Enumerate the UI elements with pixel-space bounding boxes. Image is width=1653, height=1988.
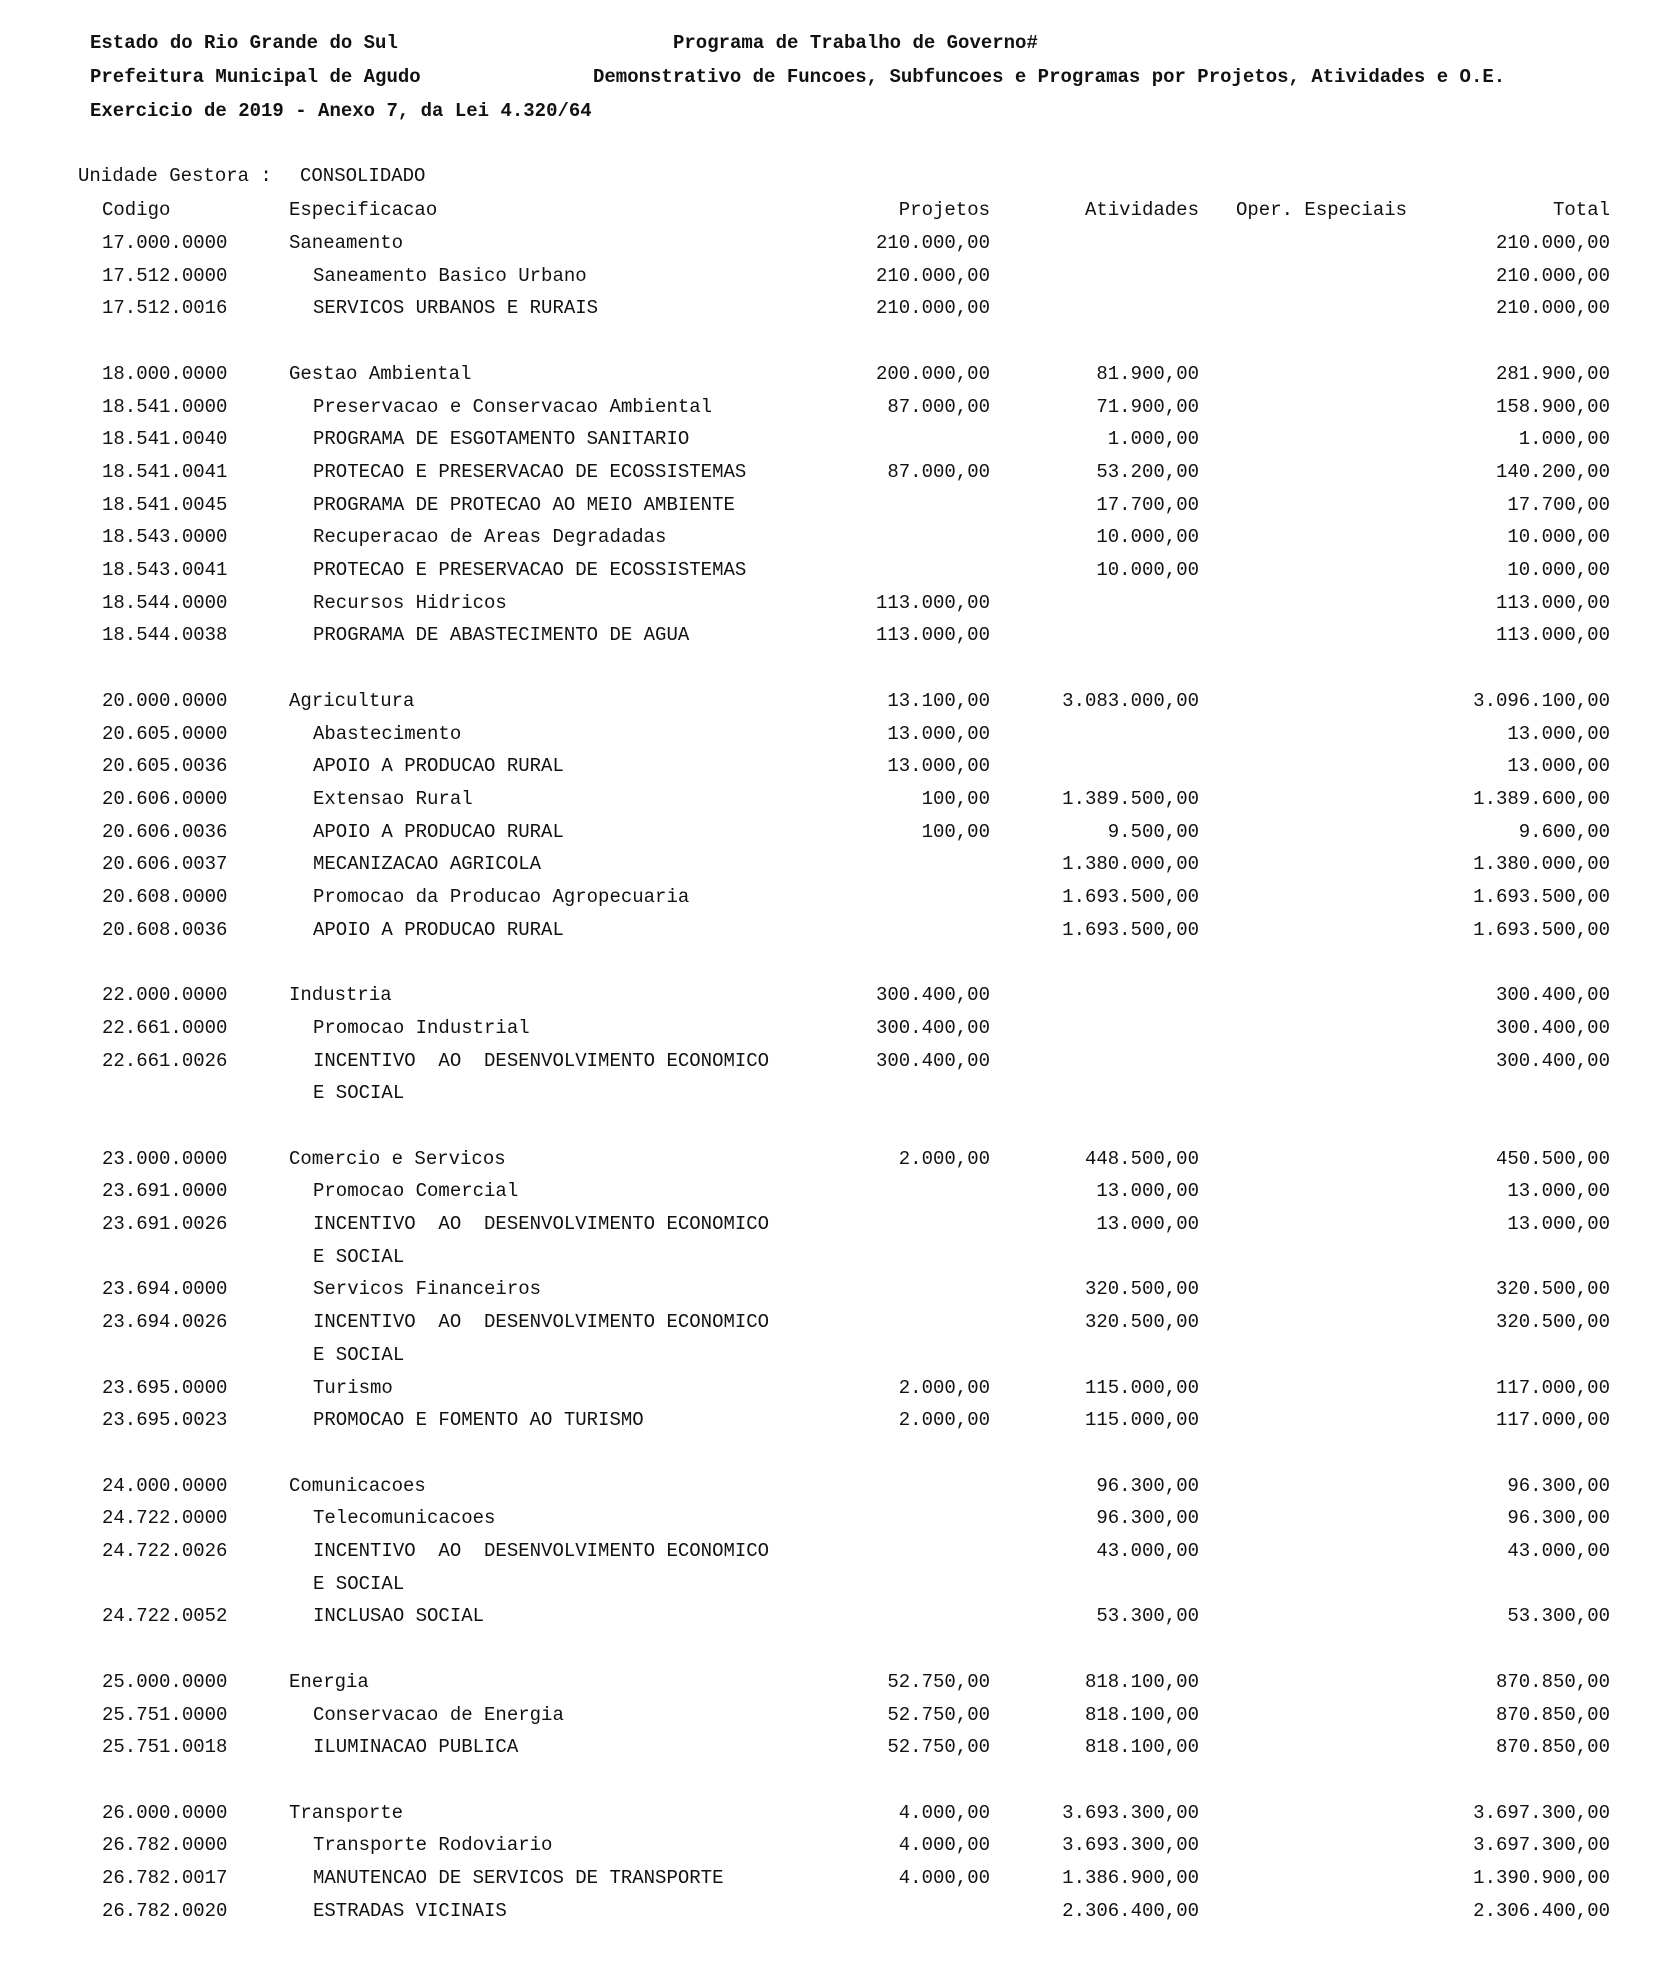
row-activities-value: 818.100,00	[1084, 1736, 1199, 1759]
row-total-value: 140.200,00	[1495, 460, 1610, 483]
row-total-value: 1.693.500,00	[1473, 886, 1610, 908]
row-projects-value: 113.000,00	[875, 591, 990, 614]
row-projects-value: 100,00	[921, 820, 990, 843]
row-specification: Transporte Rodoviario	[313, 1834, 553, 1857]
row-projects-value: 13.000,00	[887, 755, 990, 778]
row-activities-value: 1.000,00	[1107, 428, 1199, 451]
row-projects-value: 87.000,00	[887, 395, 990, 418]
exercise-info: Exercicio de 2019 - Anexo 7, da Lei 4.320/64	[90, 100, 592, 122]
row-specification: PROGRAMA DE PROTECAO AO MEIO AMBIENTE	[313, 493, 735, 516]
row-total-value: 281.900,00	[1495, 362, 1610, 385]
row-code: 26.782.0020	[102, 1899, 228, 1922]
row-projects-value: 2.000,00	[898, 1409, 990, 1432]
row-activities-value: 3.083.000,00	[1062, 689, 1199, 712]
row-code: 23.695.0023	[102, 1409, 228, 1432]
row-specification: E SOCIAL	[313, 1572, 405, 1595]
row-projects-value: 300.400,00	[875, 984, 990, 1007]
row-code: 18.541.0040	[102, 428, 228, 451]
row-projects-value: 200.000,00	[875, 362, 990, 385]
row-code: 20.608.0036	[102, 918, 228, 941]
row-code: 17.512.0000	[102, 264, 228, 287]
row-total-value: 96.300,00	[1507, 1507, 1610, 1530]
row-code: 18.541.0000	[102, 395, 228, 418]
row-activities-value: 818.100,00	[1084, 1703, 1199, 1726]
row-code: 20.606.0036	[102, 820, 228, 843]
row-activities-value: 1.693.500,00	[1062, 918, 1199, 941]
row-specification: Turismo	[313, 1376, 393, 1399]
row-specification: APOIO A PRODUCAO RURAL	[313, 820, 564, 843]
row-projects-value: 113.000,00	[875, 624, 990, 647]
row-specification: PROMOCAO E FOMENTO AO TURISMO	[313, 1409, 644, 1432]
row-code: 23.691.0000	[102, 1180, 228, 1203]
row-total-value: 320.500,00	[1495, 1311, 1610, 1334]
row-specification: INCENTIVO AO DESENVOLVIMENTO ECONOMICO	[313, 1311, 770, 1334]
row-total-value: 117.000,00	[1495, 1409, 1610, 1432]
row-code: 18.541.0045	[102, 493, 228, 516]
row-total-value: 43.000,00	[1507, 1540, 1610, 1562]
row-specification: INCENTIVO AO DESENVOLVIMENTO ECONOMICO	[313, 1540, 770, 1562]
row-code: 23.695.0000	[102, 1376, 228, 1399]
row-specification: INCENTIVO AO DESENVOLVIMENTO ECONOMICO	[313, 1213, 770, 1235]
row-total-value: 96.300,00	[1507, 1474, 1610, 1497]
row-code: 18.544.0000	[102, 591, 228, 614]
row-code: 24.000.0000	[102, 1474, 228, 1497]
row-specification: APOIO A PRODUCAO RURAL	[313, 918, 564, 941]
row-activities-value: 115.000,00	[1084, 1409, 1199, 1432]
report-subtitle: Demonstrativo de Funcoes, Subfuncoes e Programas por Projetos, Atividades e O.E.	[593, 66, 1506, 88]
row-code: 22.661.0000	[102, 1016, 228, 1039]
row-code: 20.608.0000	[102, 886, 228, 908]
row-projects-value: 210.000,00	[875, 297, 990, 320]
row-total-value: 13.000,00	[1507, 1213, 1610, 1235]
row-projects-value: 2.000,00	[898, 1376, 990, 1399]
row-specification: APOIO A PRODUCAO RURAL	[313, 755, 564, 778]
row-activities-value: 10.000,00	[1096, 526, 1199, 549]
row-code: 25.000.0000	[102, 1670, 228, 1693]
row-total-value: 870.850,00	[1495, 1703, 1610, 1726]
row-activities-value: 53.300,00	[1096, 1605, 1199, 1628]
row-code: 18.543.0000	[102, 526, 228, 549]
row-total-value: 210.000,00	[1495, 297, 1610, 320]
row-specification: Preservacao e Conservacao Ambiental	[313, 395, 713, 418]
row-total-value: 113.000,00	[1495, 591, 1610, 614]
row-specification: Comercio e Servicos	[289, 1147, 506, 1170]
row-total-value: 53.300,00	[1507, 1605, 1610, 1628]
row-total-value: 450.500,00	[1495, 1147, 1610, 1170]
row-total-value: 13.000,00	[1507, 1180, 1610, 1203]
row-total-value: 870.850,00	[1495, 1670, 1610, 1693]
row-total-value: 300.400,00	[1495, 1016, 1610, 1039]
row-projects-value: 13.000,00	[887, 722, 990, 745]
row-total-value: 1.380.000,00	[1473, 853, 1610, 876]
row-activities-value: 1.389.500,00	[1062, 787, 1199, 810]
row-projects-value: 13.100,00	[887, 689, 990, 712]
row-projects-value: 210.000,00	[875, 264, 990, 287]
row-code: 20.606.0037	[102, 853, 228, 876]
row-total-value: 320.500,00	[1495, 1278, 1610, 1301]
column-header-code: Codigo	[102, 199, 171, 221]
row-specification: Conservacao de Energia	[313, 1703, 564, 1726]
row-activities-value: 115.000,00	[1084, 1376, 1199, 1399]
row-specification: Gestao Ambiental	[289, 362, 472, 385]
row-specification: INCLUSAO SOCIAL	[313, 1605, 485, 1628]
row-total-value: 210.000,00	[1495, 264, 1610, 287]
row-total-value: 17.700,00	[1507, 493, 1610, 516]
row-specification: Promocao da Producao Agropecuaria	[313, 886, 690, 908]
row-total-value: 117.000,00	[1495, 1376, 1610, 1399]
row-total-value: 300.400,00	[1495, 1049, 1610, 1072]
municipality-name: Prefeitura Municipal de Agudo	[90, 66, 421, 88]
row-specification: PROGRAMA DE ABASTECIMENTO DE AGUA	[313, 624, 690, 647]
row-total-value: 10.000,00	[1507, 526, 1610, 549]
row-code: 18.541.0041	[102, 460, 228, 483]
row-specification: SERVICOS URBANOS E RURAIS	[313, 297, 599, 320]
row-projects-value: 87.000,00	[887, 460, 990, 483]
row-specification: Extensao Rural	[313, 787, 473, 810]
row-activities-value: 320.500,00	[1084, 1278, 1199, 1301]
row-code: 26.000.0000	[102, 1801, 228, 1824]
row-specification: Saneamento Basico Urbano	[313, 264, 587, 287]
row-specification: Recursos Hidricos	[313, 591, 507, 614]
row-projects-value: 2.000,00	[898, 1147, 990, 1170]
row-activities-value: 43.000,00	[1096, 1540, 1199, 1562]
row-total-value: 3.697.300,00	[1473, 1801, 1610, 1824]
row-activities-value: 1.386.900,00	[1062, 1867, 1199, 1889]
row-specification: E SOCIAL	[313, 1082, 405, 1105]
row-specification: Saneamento	[289, 232, 404, 254]
row-specification: E SOCIAL	[313, 1343, 405, 1366]
column-header-total: Total	[1552, 199, 1610, 221]
row-total-value: 113.000,00	[1495, 624, 1610, 647]
row-activities-value: 9.500,00	[1107, 820, 1199, 843]
state-name: Estado do Rio Grande do Sul	[90, 32, 398, 54]
row-code: 23.691.0026	[102, 1213, 228, 1235]
row-activities-value: 448.500,00	[1084, 1147, 1199, 1170]
row-code: 20.000.0000	[102, 689, 228, 712]
row-specification: INCENTIVO AO DESENVOLVIMENTO ECONOMICO	[313, 1049, 770, 1072]
row-activities-value: 13.000,00	[1096, 1213, 1199, 1235]
row-total-value: 9.600,00	[1518, 820, 1610, 843]
row-activities-value: 320.500,00	[1084, 1311, 1199, 1334]
row-activities-value: 2.306.400,00	[1062, 1899, 1199, 1922]
row-code: 24.722.0026	[102, 1540, 228, 1562]
row-code: 26.782.0000	[102, 1834, 228, 1857]
row-projects-value: 4.000,00	[898, 1834, 990, 1857]
row-code: 18.543.0041	[102, 559, 228, 581]
row-code: 20.605.0000	[102, 722, 228, 745]
row-projects-value: 4.000,00	[898, 1867, 990, 1889]
row-specification: Energia	[289, 1670, 369, 1693]
row-activities-value: 3.693.300,00	[1062, 1834, 1199, 1857]
row-specification: Transporte	[289, 1801, 404, 1824]
column-header-special: Oper. Especiais	[1236, 199, 1408, 221]
row-activities-value: 71.900,00	[1096, 395, 1199, 418]
column-header-projects: Projetos	[898, 199, 990, 221]
row-code: 22.000.0000	[102, 984, 228, 1007]
row-specification: ESTRADAS VICINAIS	[313, 1899, 507, 1922]
row-total-value: 13.000,00	[1507, 722, 1610, 745]
row-code: 20.606.0000	[102, 787, 228, 810]
row-specification: MECANIZACAO AGRICOLA	[313, 853, 542, 876]
row-total-value: 3.697.300,00	[1473, 1834, 1610, 1857]
unit-value: CONSOLIDADO	[300, 165, 426, 187]
row-specification: Industria	[289, 984, 392, 1007]
row-specification: Servicos Financeiros	[313, 1278, 542, 1301]
row-projects-value: 4.000,00	[898, 1801, 990, 1824]
row-specification: Comunicacoes	[289, 1474, 426, 1497]
row-total-value: 13.000,00	[1507, 755, 1610, 778]
row-specification: Promocao Industrial	[313, 1016, 530, 1039]
row-projects-value: 210.000,00	[875, 232, 990, 254]
row-code: 23.694.0026	[102, 1311, 228, 1334]
row-specification: Recuperacao de Areas Degradadas	[313, 526, 667, 549]
row-specification: E SOCIAL	[313, 1245, 405, 1268]
row-activities-value: 17.700,00	[1096, 493, 1199, 516]
row-total-value: 1.390.900,00	[1473, 1867, 1610, 1889]
row-code: 22.661.0026	[102, 1049, 228, 1072]
row-code: 20.605.0036	[102, 755, 228, 778]
row-code: 18.000.0000	[102, 362, 228, 385]
row-activities-value: 13.000,00	[1096, 1180, 1199, 1203]
row-specification: MANUTENCAO DE SERVICOS DE TRANSPORTE	[313, 1867, 724, 1889]
row-specification: PROGRAMA DE ESGOTAMENTO SANITARIO	[313, 428, 690, 451]
row-activities-value: 1.693.500,00	[1062, 886, 1199, 908]
row-activities-value: 81.900,00	[1096, 362, 1199, 385]
row-specification: Abastecimento	[313, 722, 462, 745]
row-code: 25.751.0018	[102, 1736, 228, 1759]
row-projects-value: 52.750,00	[887, 1703, 990, 1726]
row-specification: Agricultura	[289, 689, 415, 712]
row-code: 26.782.0017	[102, 1867, 228, 1889]
row-total-value: 300.400,00	[1495, 984, 1610, 1007]
row-total-value: 2.306.400,00	[1473, 1899, 1610, 1922]
row-projects-value: 52.750,00	[887, 1670, 990, 1693]
row-projects-value: 52.750,00	[887, 1736, 990, 1759]
row-total-value: 1.693.500,00	[1473, 918, 1610, 941]
row-activities-value: 53.200,00	[1096, 460, 1199, 483]
row-code: 24.722.0052	[102, 1605, 228, 1628]
row-total-value: 870.850,00	[1495, 1736, 1610, 1759]
row-code: 23.694.0000	[102, 1278, 228, 1301]
unit-label: Unidade Gestora :	[78, 165, 272, 187]
row-code: 25.751.0000	[102, 1703, 228, 1726]
row-activities-value: 3.693.300,00	[1062, 1801, 1199, 1824]
row-total-value: 10.000,00	[1507, 559, 1610, 581]
row-activities-value: 1.380.000,00	[1062, 853, 1199, 876]
row-activities-value: 818.100,00	[1084, 1670, 1199, 1693]
row-activities-value: 96.300,00	[1096, 1474, 1199, 1497]
row-code: 17.512.0016	[102, 297, 228, 320]
row-total-value: 1.389.600,00	[1473, 787, 1610, 810]
row-total-value: 1.000,00	[1518, 428, 1610, 451]
row-code: 17.000.0000	[102, 232, 228, 254]
row-activities-value: 10.000,00	[1096, 559, 1199, 581]
row-specification: Promocao Comercial	[313, 1180, 519, 1203]
row-total-value: 3.096.100,00	[1473, 689, 1610, 712]
row-total-value: 158.900,00	[1495, 395, 1610, 418]
row-projects-value: 300.400,00	[875, 1016, 990, 1039]
row-code: 24.722.0000	[102, 1507, 228, 1530]
row-projects-value: 100,00	[921, 787, 990, 810]
column-header-activities: Atividades	[1084, 199, 1199, 221]
row-activities-value: 96.300,00	[1096, 1507, 1199, 1530]
row-specification: Telecomunicacoes	[313, 1507, 496, 1530]
row-code: 23.000.0000	[102, 1147, 228, 1170]
row-projects-value: 300.400,00	[875, 1049, 990, 1072]
row-specification: PROTECAO E PRESERVACAO DE ECOSSISTEMAS	[313, 559, 747, 581]
row-specification: PROTECAO E PRESERVACAO DE ECOSSISTEMAS	[313, 460, 747, 483]
column-header-spec: Especificacao	[289, 199, 438, 221]
row-total-value: 210.000,00	[1495, 232, 1610, 254]
row-specification: ILUMINACAO PUBLICA	[313, 1736, 519, 1759]
row-code: 18.544.0038	[102, 624, 228, 647]
report-title: Programa de Trabalho de Governo#	[673, 32, 1038, 54]
